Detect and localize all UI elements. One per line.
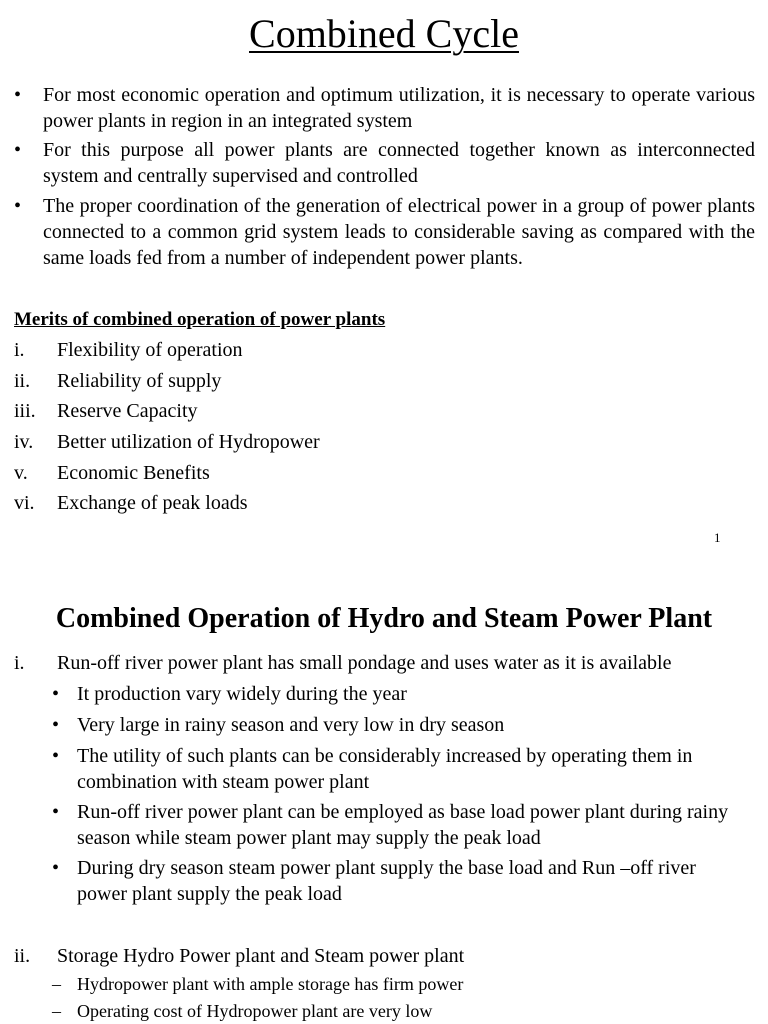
merit-number: ii.	[14, 370, 31, 392]
bullet-icon: •	[52, 857, 60, 879]
merit-text: Reserve Capacity	[57, 400, 198, 422]
bullet-icon: •	[52, 745, 60, 767]
bullet-text: For most economic operation and optimum utilization, it is necessary to operate various power plants in region in an integrated system	[43, 84, 755, 132]
sub-bullet-text: It production vary widely during the year	[77, 683, 407, 705]
merit-number: iii.	[14, 400, 36, 422]
section-title: Combined Operation of Hydro and Steam Power Plant	[55, 603, 713, 634]
merit-number: v.	[14, 462, 28, 484]
sub-bullet-text: Run-off river power plant can be employed as base load power plant during rainy season while steam power plant may supply the peak load	[77, 801, 729, 849]
dash-text: Hydropower plant with ample storage has firm power	[77, 974, 464, 994]
dash-icon: –	[52, 974, 61, 994]
bullet-icon: •	[14, 84, 22, 106]
bullet-icon: •	[52, 801, 60, 823]
bullet-icon: •	[14, 139, 22, 161]
bullet-icon: •	[52, 683, 60, 705]
merit-number: vi.	[14, 492, 35, 514]
page-number: 1	[714, 530, 721, 545]
item-number: i.	[14, 652, 25, 674]
merit-text: Better utilization of Hydropower	[57, 431, 320, 453]
item-text: Storage Hydro Power plant and Steam power plant	[57, 945, 465, 967]
sub-bullet-text: The utility of such plants can be considerably increased by operating them in combination with steam power plant	[77, 745, 693, 793]
sub-bullet-text: During dry season steam power plant supply the base load and Run –off river power plant supply the peak load	[77, 857, 696, 905]
merit-number: iv.	[14, 431, 34, 453]
merit-text: Reliability of supply	[57, 370, 222, 392]
bullet-text: For this purpose all power plants are connected together known as interconnected system and centrally supervised and controlled	[43, 139, 755, 187]
item-text: Run-off river power plant has small pondage and uses water as it is available	[57, 652, 672, 674]
dash-icon: –	[52, 1001, 61, 1021]
bullet-text: The proper coordination of the generation of electrical power in a group of power plants connected to a common grid system leads to considerable saving as compared with the same loads fed from a number of independent power plants.	[43, 195, 755, 269]
sub-bullet-text: Very large in rainy season and very low in dry season	[77, 714, 505, 736]
merits-heading: Merits of combined operation of power plants	[14, 309, 386, 330]
bullet-icon: •	[14, 195, 22, 217]
item-number: ii.	[14, 945, 31, 967]
dash-text: Operating cost of Hydropower plant are very low	[77, 1001, 433, 1021]
merit-text: Exchange of peak loads	[57, 492, 248, 514]
merit-text: Economic Benefits	[57, 462, 210, 484]
merit-text: Flexibility of operation	[57, 339, 243, 361]
merit-number: i.	[14, 339, 25, 361]
page-title: Combined Cycle	[249, 11, 519, 56]
bullet-icon: •	[52, 714, 60, 736]
